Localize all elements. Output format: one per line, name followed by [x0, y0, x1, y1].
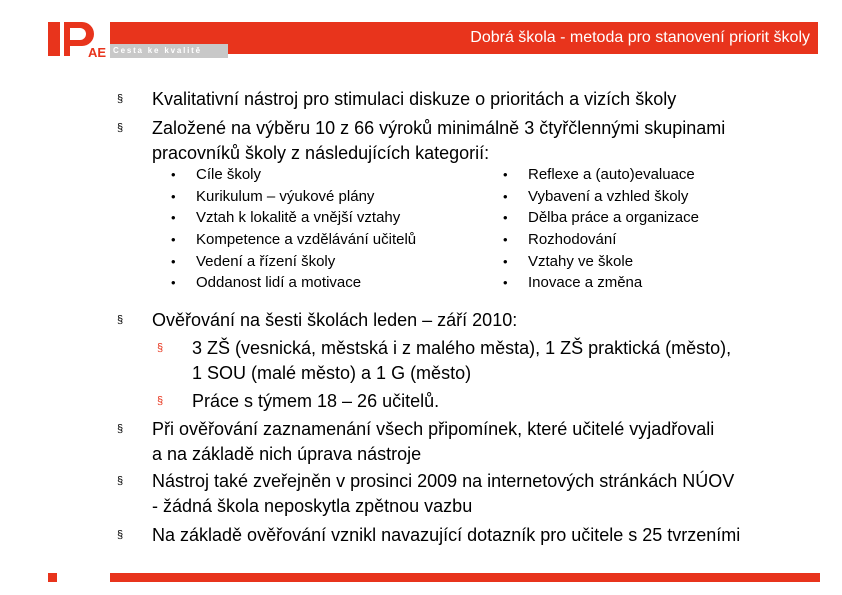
list-item: Dělba práce a organizace: [528, 209, 699, 226]
square-bullet-icon: §: [117, 529, 124, 541]
bullet-text-continued: pracovníků školy z následujících kategorií:: [152, 143, 490, 163]
list-item: Rozhodování: [528, 231, 617, 248]
footer-bar: [110, 573, 820, 582]
bullet-text: Kvalitativní nástroj pro stimulaci diskuze o prioritách a vizích školy: [152, 89, 677, 109]
list-item: Kompetence a vzdělávání učitelů: [196, 231, 417, 248]
bullet-text: Založené na výběru 10 z 66 výroků minimálně 3 čtyřčlennými skupinami: [152, 118, 726, 138]
square-bullet-icon: §: [117, 122, 124, 134]
bullet-text-continued: - žádná škola neposkytla zpětnou vazbu: [152, 496, 473, 516]
sub-bullet-icon: §: [157, 342, 164, 354]
square-bullet-icon: §: [117, 475, 124, 487]
list-item: Inovace a změna: [528, 274, 643, 291]
sub-bullet-icon: §: [157, 395, 164, 407]
bullet-text: Při ověřování zaznamenání všech připomínek, které učitelé vyjadřovali: [152, 419, 715, 439]
logo-icon: [48, 20, 108, 58]
dot-bullet-icon: •: [503, 189, 508, 204]
list-item: Reflexe a (auto)evaluace: [528, 166, 695, 183]
dot-bullet-icon: •: [171, 232, 176, 247]
list-item: Cíle školy: [196, 166, 262, 183]
page-title: Dobrá škola - metoda pro stanovení priorit školy: [110, 22, 818, 54]
square-bullet-icon: §: [117, 93, 124, 105]
square-bullet-icon: §: [117, 423, 124, 435]
tagline: Cesta ke kvalitě: [110, 44, 228, 58]
dot-bullet-icon: •: [503, 167, 508, 182]
dot-bullet-icon: •: [171, 189, 176, 204]
sub-bullet-text: 3 ZŠ (vesnická, městská i z malého města), 1 ZŠ praktická (město),: [192, 338, 732, 358]
list-item: Oddanost lidí a motivace: [196, 274, 362, 291]
footer-square: [48, 573, 57, 582]
list-item: Vztah k lokalitě a vnější vztahy: [196, 209, 401, 226]
sub-bullet-text-continued: 1 SOU (malé město) a 1 G (město): [192, 363, 472, 383]
dot-bullet-icon: •: [171, 275, 176, 290]
list-item: Vedení a řízení školy: [196, 253, 336, 270]
square-bullet-icon: §: [117, 314, 124, 326]
list-item: Vztahy ve škole: [528, 253, 634, 270]
dot-bullet-icon: •: [503, 254, 508, 269]
dot-bullet-icon: •: [171, 254, 176, 269]
bullet-text-continued: a na základě nich úprava nástroje: [152, 444, 422, 464]
dot-bullet-icon: •: [171, 167, 176, 182]
dot-bullet-icon: •: [503, 275, 508, 290]
list-item: Kurikulum – výukové plány: [196, 188, 375, 205]
logo-text: AE: [88, 45, 107, 58]
bullet-text: Ověřování na šesti školách leden – září 2010:: [152, 310, 518, 330]
dot-bullet-icon: •: [503, 232, 508, 247]
dot-bullet-icon: •: [503, 210, 508, 225]
sub-bullet-text: Práce s týmem 18 – 26 učitelů.: [192, 391, 440, 411]
list-item: Vybavení a vzhled školy: [528, 188, 689, 205]
bullet-text: Na základě ověřování vznikl navazující dotazník pro učitele s 25 tvrzeními: [152, 525, 741, 545]
bullet-text: Nástroj také zveřejněn v prosinci 2009 na internetových stránkách NÚOV: [152, 471, 735, 491]
dot-bullet-icon: •: [171, 210, 176, 225]
